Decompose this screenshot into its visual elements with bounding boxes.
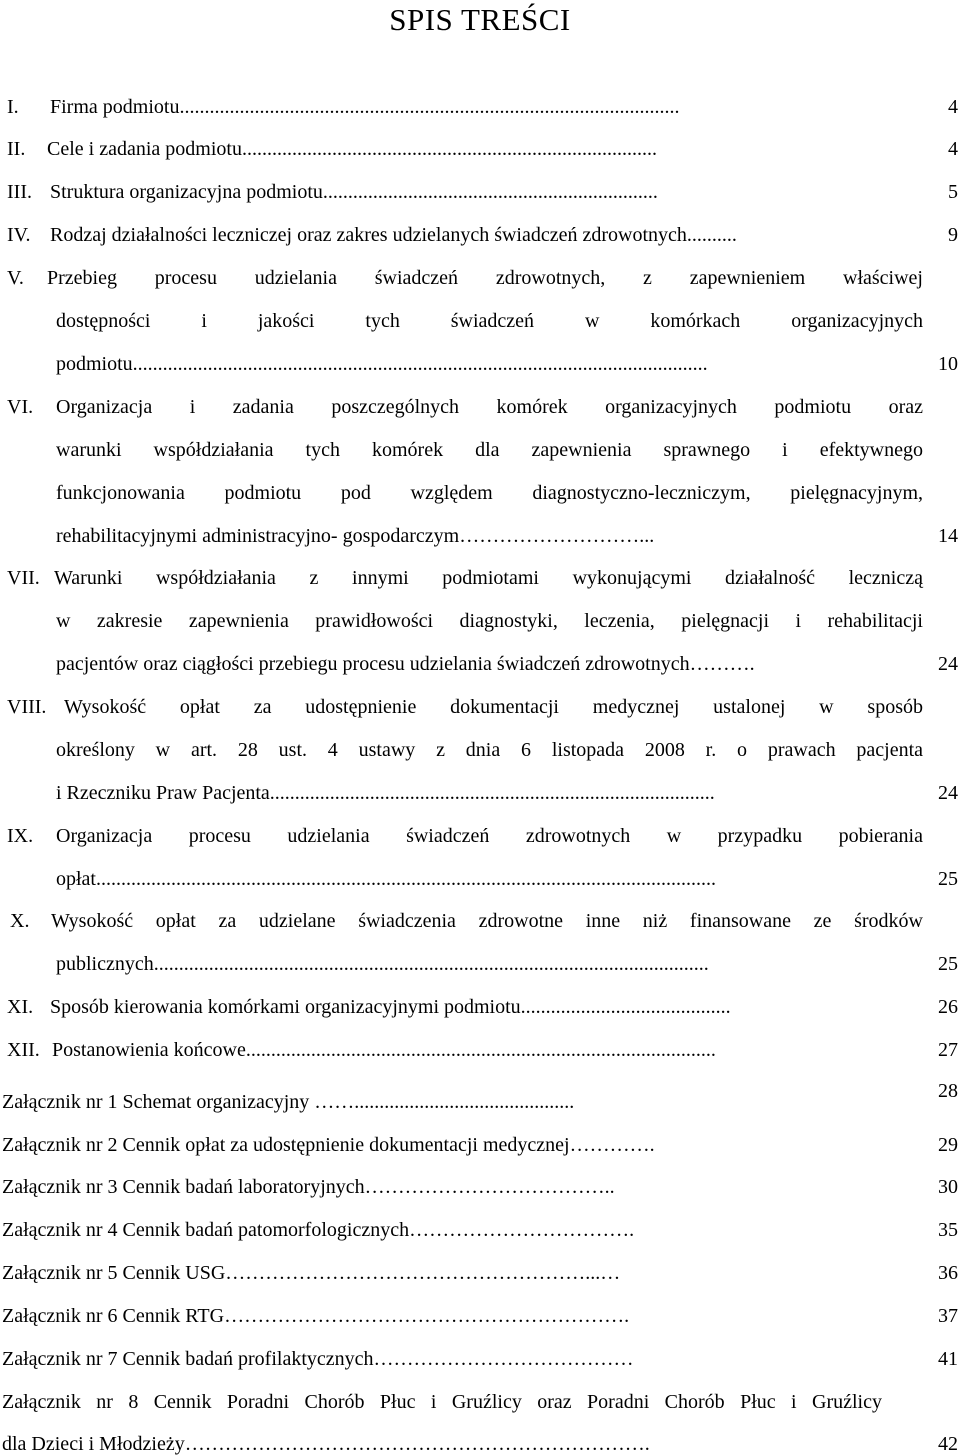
attachment-page: 35 <box>938 1219 958 1241</box>
entry-title-line: rehabilitacyjnymi administracyjno- gospodarczym………………………... <box>56 525 655 547</box>
entry-title-line: warunki współdziałania tych komórek dla zapewnienia sprawnego i efektywnego <box>56 439 923 461</box>
entry-number: XI. <box>7 996 34 1018</box>
attachment-title: Załącznik nr 3 Cennik badań laboratoryjnych……………………………….. <box>2 1176 615 1198</box>
entry-title: Postanowienia końcowe.............................................................................................. <box>52 1039 716 1061</box>
entry-title-line: Przebieg procesu udzielania świadczeń zdrowotnych, z zapewnieniem właściwej <box>47 267 923 289</box>
entry-page: 14 <box>938 525 958 547</box>
entry-title: Firma podmiotu.................................................................................................... <box>50 96 680 118</box>
attachment-page: 36 <box>938 1262 958 1284</box>
entry-title: Sposób kierowania komórkami organizacyjnymi podmiotu.......................................... <box>50 996 731 1018</box>
entry-title-line: w zakresie zapewnienia prawidłowości diagnostyki, leczenia, pielęgnacji i rehabilitacji <box>56 610 923 632</box>
entry-title-line: Organizacja i zadania poszczególnych komórek organizacyjnych podmiotu oraz <box>56 396 923 418</box>
entry-page: 4 <box>948 96 958 118</box>
attachment-page: 37 <box>938 1305 958 1327</box>
attachment-title: Załącznik nr 5 Cennik USG………………………………………………...… <box>2 1262 621 1284</box>
entry-title: Rodzaj działalności leczniczej oraz zakres udzielanych świadczeń zdrowotnych.......... <box>50 224 737 246</box>
entry-page: 9 <box>948 224 958 246</box>
entry-page: 27 <box>938 1039 958 1061</box>
entry-page: 26 <box>938 996 958 1018</box>
entry-number: II. <box>7 138 26 160</box>
entry-number: VI. <box>7 396 34 418</box>
entry-number: III. <box>7 181 32 203</box>
attachment-title: Załącznik nr 7 Cennik badań profilaktycznych………………………………… <box>2 1348 634 1370</box>
entry-title-line: i Rzeczniku Praw Pacjenta......................................................................................... <box>56 782 715 804</box>
attachment-page: 30 <box>938 1176 958 1198</box>
entry-number: XII. <box>7 1039 40 1061</box>
attachment-page: 41 <box>938 1348 958 1370</box>
entry-page: 5 <box>948 181 958 203</box>
entry-number: VII. <box>7 567 40 589</box>
entry-page: 4 <box>948 138 958 160</box>
entry-number: I. <box>7 96 19 118</box>
entry-number: X. <box>10 910 30 932</box>
entry-title-line: Wysokość opłat za udzielane świadczenia zdrowotne inne niż finansowane ze środków <box>51 910 923 932</box>
entry-title-line: pacjentów oraz ciągłości przebiegu procesu udzielania świadczeń zdrowotnych………. <box>56 653 755 675</box>
entry-number: V. <box>7 267 24 289</box>
attachment-title: Załącznik nr 1 Schemat organizacyjny ……............................................ <box>2 1091 575 1113</box>
attachment-title: Załącznik nr 4 Cennik badań patomorfologicznych……………………………. <box>2 1219 635 1241</box>
entry-number: IX. <box>7 825 34 847</box>
entry-title-line: podmiotu................................................................................................................... <box>56 353 708 375</box>
page-title: SPIS TREŚCI <box>389 2 571 37</box>
entry-title: Cele i zadania podmiotu................................................................................... <box>47 138 657 160</box>
entry-title-line: Wysokość opłat za udostępnienie dokumentacji medycznej ustalonej w sposób <box>64 696 923 718</box>
attachment-title-line: Załącznik nr 8 Cennik Poradni Chorób Płuc i Gruźlicy oraz Poradni Chorób Płuc i Gruźlicy <box>2 1391 882 1413</box>
entry-title-line: opłat............................................................................................................................ <box>56 868 716 890</box>
attachment-page: 28 <box>938 1080 958 1102</box>
attachment-page: 29 <box>938 1134 958 1156</box>
entry-page: 25 <box>938 953 958 975</box>
entry-title-line: Warunki współdziałania z innymi podmiotami wykonującymi działalność leczniczą <box>54 567 923 589</box>
entry-title-line: funkcjonowania podmiotu pod względem diagnostyczno-leczniczym, pielęgnacyjnym, <box>56 482 923 504</box>
attachment-title: Załącznik nr 6 Cennik RTG……………………………………………………. <box>2 1305 630 1327</box>
entry-title-line: Organizacja procesu udzielania świadczeń zdrowotnych w przypadku pobierania <box>56 825 923 847</box>
attachment-page: 42 <box>938 1433 958 1455</box>
entry-page: 10 <box>938 353 958 375</box>
attachment-title-line: dla Dzieci i Młodzieży……………………………………………………………. <box>2 1433 650 1455</box>
entry-title-line: publicznych............................................................................................................... <box>56 953 709 975</box>
entry-number: VIII. <box>7 696 47 718</box>
entry-title-line: dostępności i jakości tych świadczeń w komórkach organizacyjnych <box>56 310 923 332</box>
entry-number: IV. <box>7 224 31 246</box>
entry-page: 24 <box>938 782 958 804</box>
entry-title: Struktura organizacyjna podmiotu................................................................... <box>50 181 658 203</box>
entry-page: 25 <box>938 868 958 890</box>
attachment-title: Załącznik nr 2 Cennik opłat za udostępnienie dokumentacji medycznej…………. <box>2 1134 655 1156</box>
entry-title-line: określony w art. 28 ust. 4 ustawy z dnia 6 listopada 2008 r. o prawach pacjenta <box>56 739 923 761</box>
entry-page: 24 <box>938 653 958 675</box>
